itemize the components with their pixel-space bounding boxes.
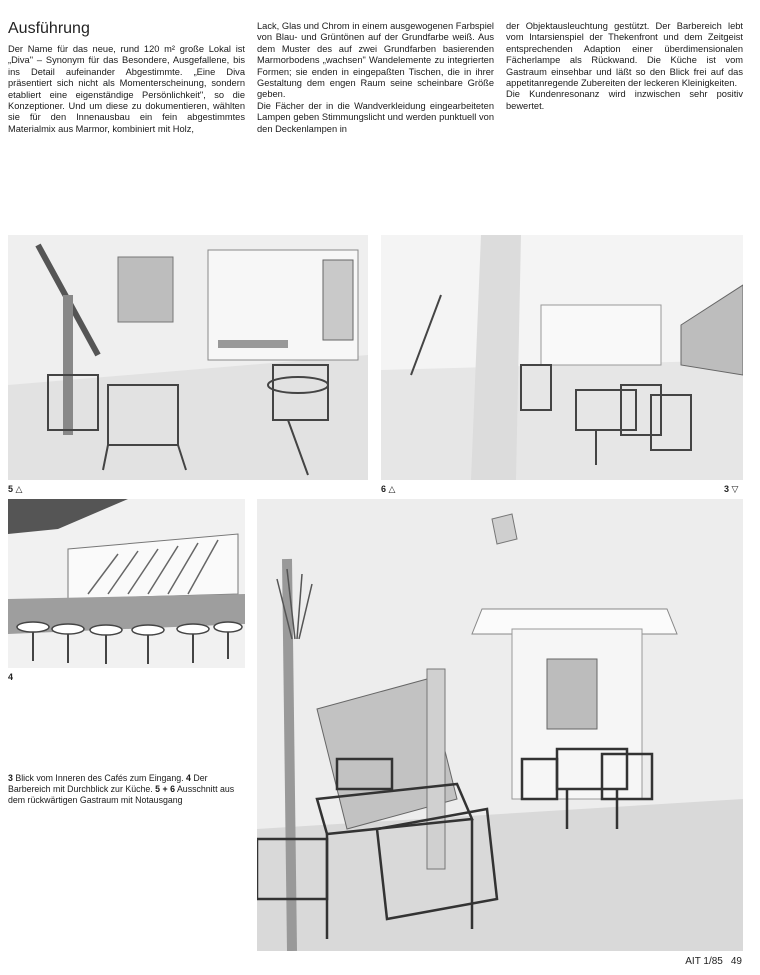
- figure-caption: [8, 773, 248, 805]
- paragraph: Die Fächer der in die Wandverkleidung eingearbeiteten Lampen geben Stimmungslicht und werden punktuell von den Deckenlampen in: [257, 100, 494, 134]
- text-column-1: [8, 44, 245, 135]
- section-heading: Ausführung: [8, 20, 90, 37]
- photo-6-dining-area: [381, 235, 743, 480]
- photo-3-view-to-entrance: [257, 499, 743, 951]
- caption-number-4: 4: [186, 773, 191, 783]
- caption-text-4: Der Barbereich mit Durchblick zur Küche.: [8, 773, 208, 794]
- paragraph: Der Name für das neue, rund 120 m² große Lokal ist „Diva" – Synonym für das Besondere, Ausgefallene, bis ins Detail aufeinander Abgestimmte. „Eine Diva präsentiert sich nicht als Momenterscheinung, sondern etabliert eine eigenständige Persönlichkeit", so die Konzeptioner. Und um diese zu dokumentieren, wählten sie für den Innenausbau ein fein abgestimmtes Materialmix aus Marmor, kombiniert mit Holz,: [8, 44, 245, 134]
- figure-label-4: 4: [8, 672, 14, 682]
- figure-label-6: 6 △: [381, 484, 396, 494]
- page-footer: [677, 956, 742, 967]
- paragraph: Lack, Glas und Chrom in einem ausgewogenen Farbspiel von Blau- und Grüntönen auf der Grundfarbe weiß. Aus dem Muster des auf zwei Grundfarben basierenden Marmorbodens „wachsen" Wandelemente zu integrierten Formen; sie enden in eingepaßten Tischen, die in ihrer Gestaltung dem engen Raum seine scheinbare Größe geben.: [257, 21, 494, 100]
- caption-number-3: 3: [8, 773, 13, 783]
- figure-label-5: 5 △: [8, 484, 23, 494]
- caption-number-5-6: 5 + 6: [155, 783, 175, 794]
- text-column-3: [506, 21, 743, 112]
- paragraph: Die Kundenresonanz wird inzwischen sehr positiv bewertet.: [506, 89, 743, 111]
- page-number: 49: [730, 956, 742, 967]
- paragraph: der Objektausleuchtung gestützt. Der Barbereich lebt vom Intarsienspiel der Thekenfront und dem Zeitgeist entsprechenden Adaption einer überdimensionalen Fächerlampe als Rückwand. Die Küche ist vom Gastraum einsehbar und läßt so den Blick frei auf das appetitanregende Zubereiten der leckeren Kleinigkeiten.: [506, 21, 743, 89]
- caption-text-3: Blick vom Inneren des Cafés zum Eingang.: [12, 773, 186, 783]
- photo-5-rear-dining-room: [8, 235, 368, 480]
- journal-issue: AIT 1/85: [685, 956, 723, 967]
- figure-label-3: 3 ▽: [724, 484, 739, 494]
- photo-4-bar-area: [8, 499, 245, 668]
- caption-text-5-6: Ausschnitt aus dem rückwärtigen Gastraum mit Notausgang: [8, 783, 235, 805]
- text-column-2: [257, 21, 494, 135]
